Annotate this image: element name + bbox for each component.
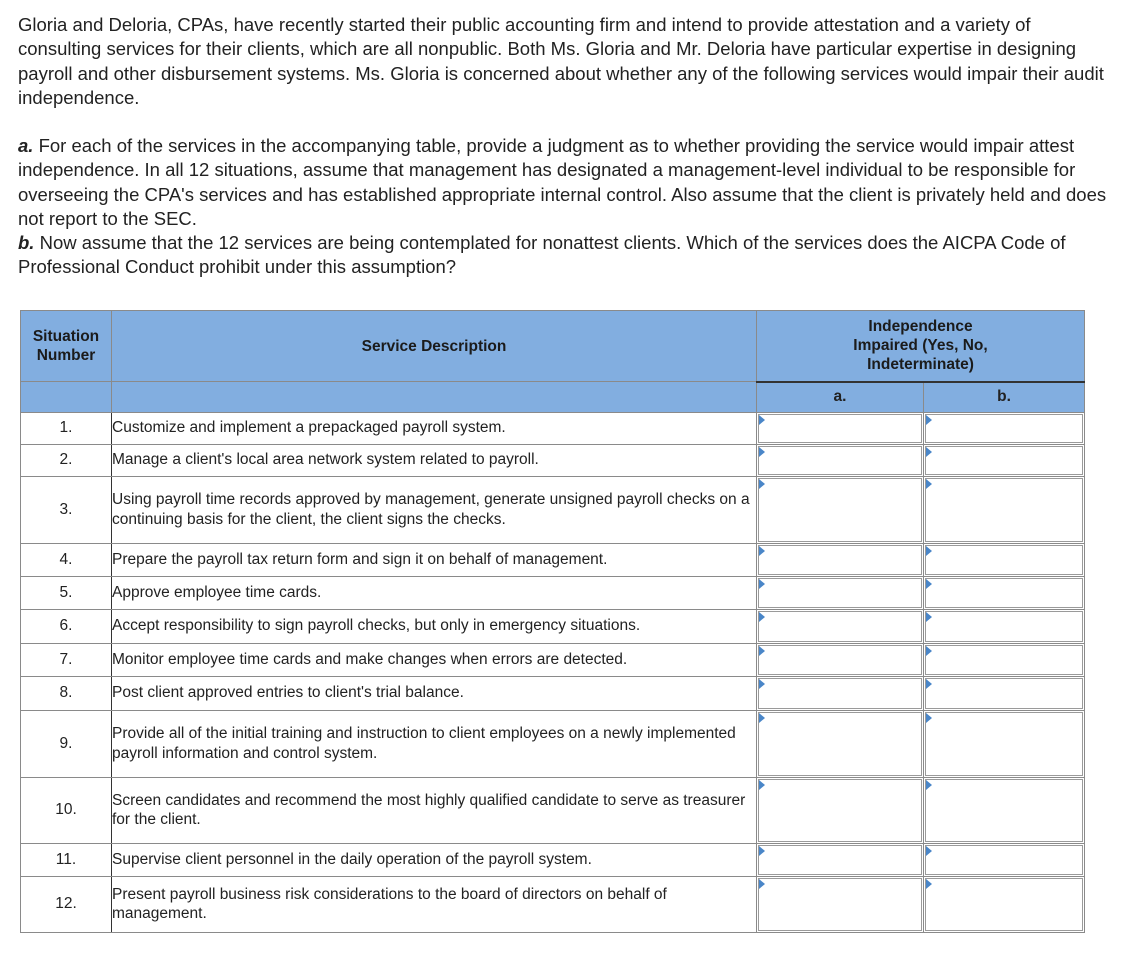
part-b-paragraph [18, 231, 1118, 280]
answer-b-dropdown-7[interactable] [925, 645, 1083, 675]
dropdown-marker-icon [926, 846, 932, 856]
dropdown-marker-icon [926, 879, 932, 889]
dropdown-marker-icon [926, 579, 932, 589]
answer-a-cell [757, 476, 924, 543]
answer-a-dropdown-12[interactable] [758, 878, 922, 931]
answer-a-cell [757, 444, 924, 476]
service-description: Screen candidates and recommend the most highly qualified candidate to serve as treasurer for the client. [112, 777, 757, 843]
answer-a-cell [757, 710, 924, 777]
dropdown-marker-icon [926, 479, 932, 489]
dropdown-marker-icon [759, 713, 765, 723]
dropdown-marker-icon [759, 612, 765, 622]
table-row [21, 576, 1085, 609]
part-a-text: For each of the services in the accompanying table, provide a judgment as to whether providing the service would impair attest independence. In all 12 situations, assume that management has designated a management-level individual to be responsible for overseeing the CPA's services and has established appropriate internal control. Also assume that the client is privately held and does not report to the SEC. [18, 135, 1107, 229]
table-row [21, 777, 1085, 843]
answer-a-cell [757, 876, 924, 932]
answer-a-cell [757, 643, 924, 676]
answer-a-cell [757, 609, 924, 643]
service-description: Prepare the payroll tax return form and sign it on behalf of management. [112, 543, 757, 576]
service-description: Monitor employee time cards and make changes when errors are detected. [112, 643, 757, 676]
table-row [21, 444, 1085, 476]
table-row [21, 710, 1085, 777]
answer-a-dropdown-8[interactable] [758, 678, 922, 709]
dropdown-marker-icon [759, 879, 765, 889]
dropdown-marker-icon [926, 646, 932, 656]
independence-table [20, 310, 1085, 933]
situation-number: 9. [21, 710, 112, 777]
part-b-text: Now assume that the 12 services are being contemplated for nonattest clients. Which of the services does the AICPA Code of Professional Conduct prohibit under this assumption? [18, 232, 1066, 278]
situation-number: 3. [21, 476, 112, 543]
situation-number: 1. [21, 412, 112, 444]
situation-number: 4. [21, 543, 112, 576]
dropdown-marker-icon [759, 546, 765, 556]
answer-b-cell [924, 843, 1085, 876]
subheader-b: b. [924, 382, 1085, 413]
answer-b-cell [924, 412, 1085, 444]
answer-b-dropdown-4[interactable] [925, 545, 1083, 575]
part-a-paragraph [18, 134, 1118, 231]
table-row [21, 643, 1085, 676]
answer-a-dropdown-6[interactable] [758, 611, 922, 642]
dropdown-marker-icon [926, 713, 932, 723]
service-description: Supervise client personnel in the daily operation of the payroll system. [112, 843, 757, 876]
dropdown-marker-icon [759, 679, 765, 689]
answer-a-dropdown-7[interactable] [758, 645, 922, 675]
dropdown-marker-icon [926, 546, 932, 556]
service-description: Approve employee time cards. [112, 576, 757, 609]
dropdown-marker-icon [759, 646, 765, 656]
answer-a-cell [757, 676, 924, 710]
situation-number: 11. [21, 843, 112, 876]
answer-b-dropdown-10[interactable] [925, 779, 1083, 842]
dropdown-marker-icon [926, 780, 932, 790]
answer-a-dropdown-5[interactable] [758, 578, 922, 608]
table-row [21, 843, 1085, 876]
answer-b-dropdown-1[interactable] [925, 414, 1083, 443]
header-situation-number: Situation Number [21, 311, 112, 382]
answer-a-cell [757, 777, 924, 843]
answer-b-dropdown-12[interactable] [925, 878, 1083, 931]
answer-b-dropdown-11[interactable] [925, 845, 1083, 875]
answer-a-dropdown-3[interactable] [758, 478, 922, 542]
answer-b-dropdown-2[interactable] [925, 446, 1083, 475]
answer-a-dropdown-4[interactable] [758, 545, 922, 575]
subheader-blank-situation [21, 382, 112, 413]
table-row [21, 543, 1085, 576]
dropdown-marker-icon [926, 612, 932, 622]
answer-a-dropdown-11[interactable] [758, 845, 922, 875]
answer-b-cell [924, 476, 1085, 543]
dropdown-marker-icon [759, 415, 765, 425]
answer-b-cell [924, 576, 1085, 609]
answer-b-cell [924, 777, 1085, 843]
table-row [21, 876, 1085, 932]
service-description: Manage a client's local area network system related to payroll. [112, 444, 757, 476]
dropdown-marker-icon [759, 447, 765, 457]
answer-b-dropdown-6[interactable] [925, 611, 1083, 642]
answer-b-cell [924, 676, 1085, 710]
answer-b-cell [924, 710, 1085, 777]
intro-paragraph: Gloria and Deloria, CPAs, have recently started their public accounting firm and intend to provide attestation and a variety of consulting services for their clients, which are all nonpublic. Both Ms. Gloria and Mr. Deloria have particular expertise in designing payroll and other disbursement systems. Ms. Gloria is concerned about whether any of the following services would impair their audit independence. [18, 14, 1104, 108]
dropdown-marker-icon [926, 447, 932, 457]
header-service-description: Service Description [112, 311, 757, 382]
situation-number: 12. [21, 876, 112, 932]
table-row [21, 412, 1085, 444]
dropdown-marker-icon [759, 579, 765, 589]
answer-b-cell [924, 876, 1085, 932]
answer-b-dropdown-5[interactable] [925, 578, 1083, 608]
answer-a-dropdown-1[interactable] [758, 414, 922, 443]
situation-number: 10. [21, 777, 112, 843]
service-description: Present payroll business risk considerations to the board of directors on behalf of management. [112, 876, 757, 932]
answer-b-dropdown-3[interactable] [925, 478, 1083, 542]
dropdown-marker-icon [759, 780, 765, 790]
answer-b-dropdown-8[interactable] [925, 678, 1083, 709]
answer-a-cell [757, 843, 924, 876]
situation-number: 6. [21, 609, 112, 643]
table-row [21, 476, 1085, 543]
answer-b-cell [924, 643, 1085, 676]
answer-b-cell [924, 543, 1085, 576]
header-independence-impaired: Independence Impaired (Yes, No, Indeterminate) [757, 311, 1085, 382]
dropdown-marker-icon [759, 479, 765, 489]
answer-b-cell [924, 609, 1085, 643]
answer-a-dropdown-2[interactable] [758, 446, 922, 475]
part-a-label: a. [18, 135, 34, 156]
table-row [21, 676, 1085, 710]
answer-a-cell [757, 576, 924, 609]
answer-a-cell [757, 412, 924, 444]
answer-b-dropdown-9[interactable] [925, 712, 1083, 776]
table-row [21, 609, 1085, 643]
answer-a-cell [757, 543, 924, 576]
situation-number: 5. [21, 576, 112, 609]
service-description: Post client approved entries to client's trial balance. [112, 676, 757, 710]
situation-number: 8. [21, 676, 112, 710]
service-description: Customize and implement a prepackaged payroll system. [112, 412, 757, 444]
service-description: Accept responsibility to sign payroll checks, but only in emergency situations. [112, 609, 757, 643]
answer-a-dropdown-10[interactable] [758, 779, 922, 842]
answer-a-dropdown-9[interactable] [758, 712, 922, 776]
service-description: Using payroll time records approved by management, generate unsigned payroll checks on a continuing basis for the client, the client signs the checks. [112, 476, 757, 543]
dropdown-marker-icon [926, 679, 932, 689]
subheader-blank-service [112, 382, 757, 413]
situation-number: 2. [21, 444, 112, 476]
dropdown-marker-icon [759, 846, 765, 856]
subheader-a: a. [757, 382, 924, 413]
answer-b-cell [924, 444, 1085, 476]
part-b-label: b. [18, 232, 35, 253]
dropdown-marker-icon [926, 415, 932, 425]
situation-number: 7. [21, 643, 112, 676]
service-description: Provide all of the initial training and instruction to client employees on a newly implemented payroll information and control system. [112, 710, 757, 777]
